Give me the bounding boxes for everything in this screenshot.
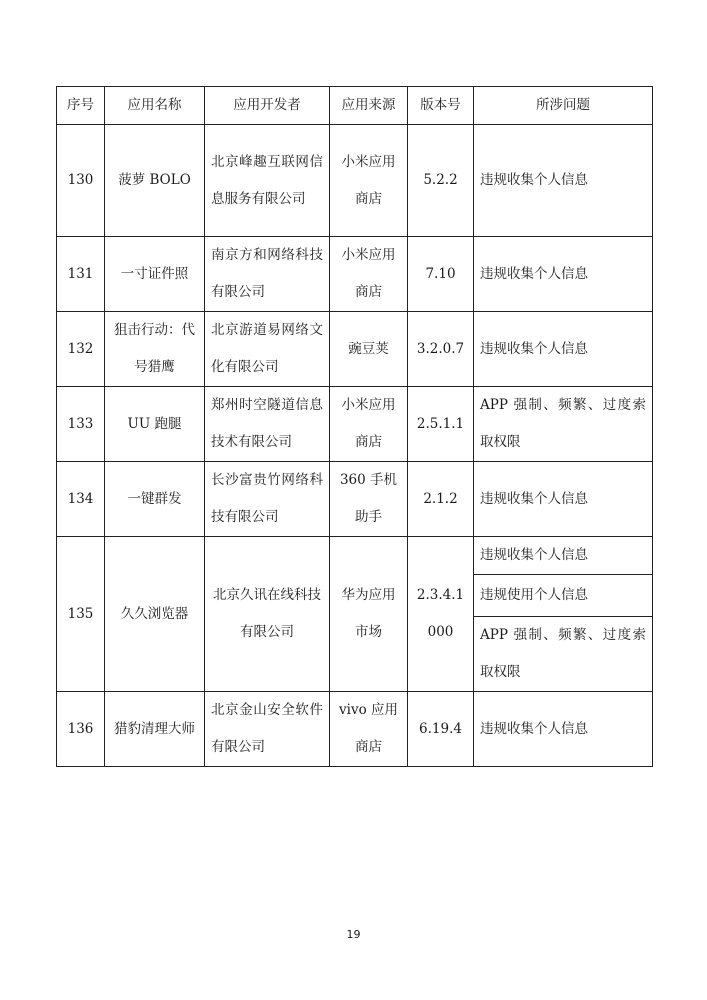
table-row bbox=[57, 387, 653, 462]
row-number: 133 bbox=[57, 387, 105, 462]
developer: 北京游道易网络文化有限公司 bbox=[205, 312, 330, 387]
header-version: 版本号 bbox=[408, 87, 474, 125]
issue: 违规收集个人信息 bbox=[474, 537, 653, 575]
table-row bbox=[57, 692, 653, 767]
table-row bbox=[57, 125, 653, 237]
source: 小米应用商店 bbox=[330, 125, 408, 237]
header-source: 应用来源 bbox=[330, 87, 408, 125]
issue: 违规收集个人信息 bbox=[474, 312, 653, 387]
version: 7.10 bbox=[408, 237, 474, 312]
version: 2.5.1.1 bbox=[408, 387, 474, 462]
source: 360 手机助手 bbox=[330, 462, 408, 537]
row-number: 136 bbox=[57, 692, 105, 767]
version: 2.3.4.1000 bbox=[408, 537, 474, 692]
table-row bbox=[57, 312, 653, 387]
developer: 北京久讯在线科技有限公司 bbox=[205, 537, 330, 692]
row-number: 134 bbox=[57, 462, 105, 537]
developer: 南京方和网络科技有限公司 bbox=[205, 237, 330, 312]
source: vivo 应用商店 bbox=[330, 692, 408, 767]
version: 6.19.4 bbox=[408, 692, 474, 767]
source: 小米应用商店 bbox=[330, 237, 408, 312]
issue: 违规收集个人信息 bbox=[474, 692, 653, 767]
source: 华为应用市场 bbox=[330, 537, 408, 692]
app-name: 一键群发 bbox=[105, 462, 205, 537]
developer: 郑州时空隧道信息技术有限公司 bbox=[205, 387, 330, 462]
issue: APP 强制、频繁、过度索取权限 bbox=[474, 387, 653, 462]
app-name: UU 跑腿 bbox=[105, 387, 205, 462]
version: 2.1.2 bbox=[408, 462, 474, 537]
header-app-name: 应用名称 bbox=[105, 87, 205, 125]
developer: 北京金山安全软件有限公司 bbox=[205, 692, 330, 767]
header-issues: 所涉问题 bbox=[474, 87, 653, 125]
issue: 违规收集个人信息 bbox=[474, 462, 653, 537]
version: 5.2.2 bbox=[408, 125, 474, 237]
page-number: 19 bbox=[346, 928, 361, 941]
table-row bbox=[57, 537, 653, 575]
row-number: 132 bbox=[57, 312, 105, 387]
app-violation-table bbox=[56, 86, 653, 767]
row-number: 130 bbox=[57, 125, 105, 237]
issue: 违规收集个人信息 bbox=[474, 237, 653, 312]
app-name: 一寸证件照 bbox=[105, 237, 205, 312]
developer: 长沙富贵竹网络科技有限公司 bbox=[205, 462, 330, 537]
row-number: 135 bbox=[57, 537, 105, 692]
issue: APP 强制、频繁、过度索取权限 bbox=[474, 617, 653, 692]
header-developer: 应用开发者 bbox=[205, 87, 330, 125]
app-name: 猎豹清理大师 bbox=[105, 692, 205, 767]
issue: 违规使用个人信息 bbox=[474, 575, 653, 617]
developer: 北京峰趣互联网信息服务有限公司 bbox=[205, 125, 330, 237]
app-name: 狙击行动：代号猎鹰 bbox=[105, 312, 205, 387]
version: 3.2.0.7 bbox=[408, 312, 474, 387]
app-name: 菠萝 BOLO bbox=[105, 125, 205, 237]
table-row bbox=[57, 462, 653, 537]
issue: 违规收集个人信息 bbox=[474, 125, 653, 237]
source: 小米应用商店 bbox=[330, 387, 408, 462]
source: 豌豆荚 bbox=[330, 312, 408, 387]
table-row bbox=[57, 237, 653, 312]
app-name: 久久浏览器 bbox=[105, 537, 205, 692]
row-number: 131 bbox=[57, 237, 105, 312]
table-header-row bbox=[57, 87, 653, 125]
header-no: 序号 bbox=[57, 87, 105, 125]
